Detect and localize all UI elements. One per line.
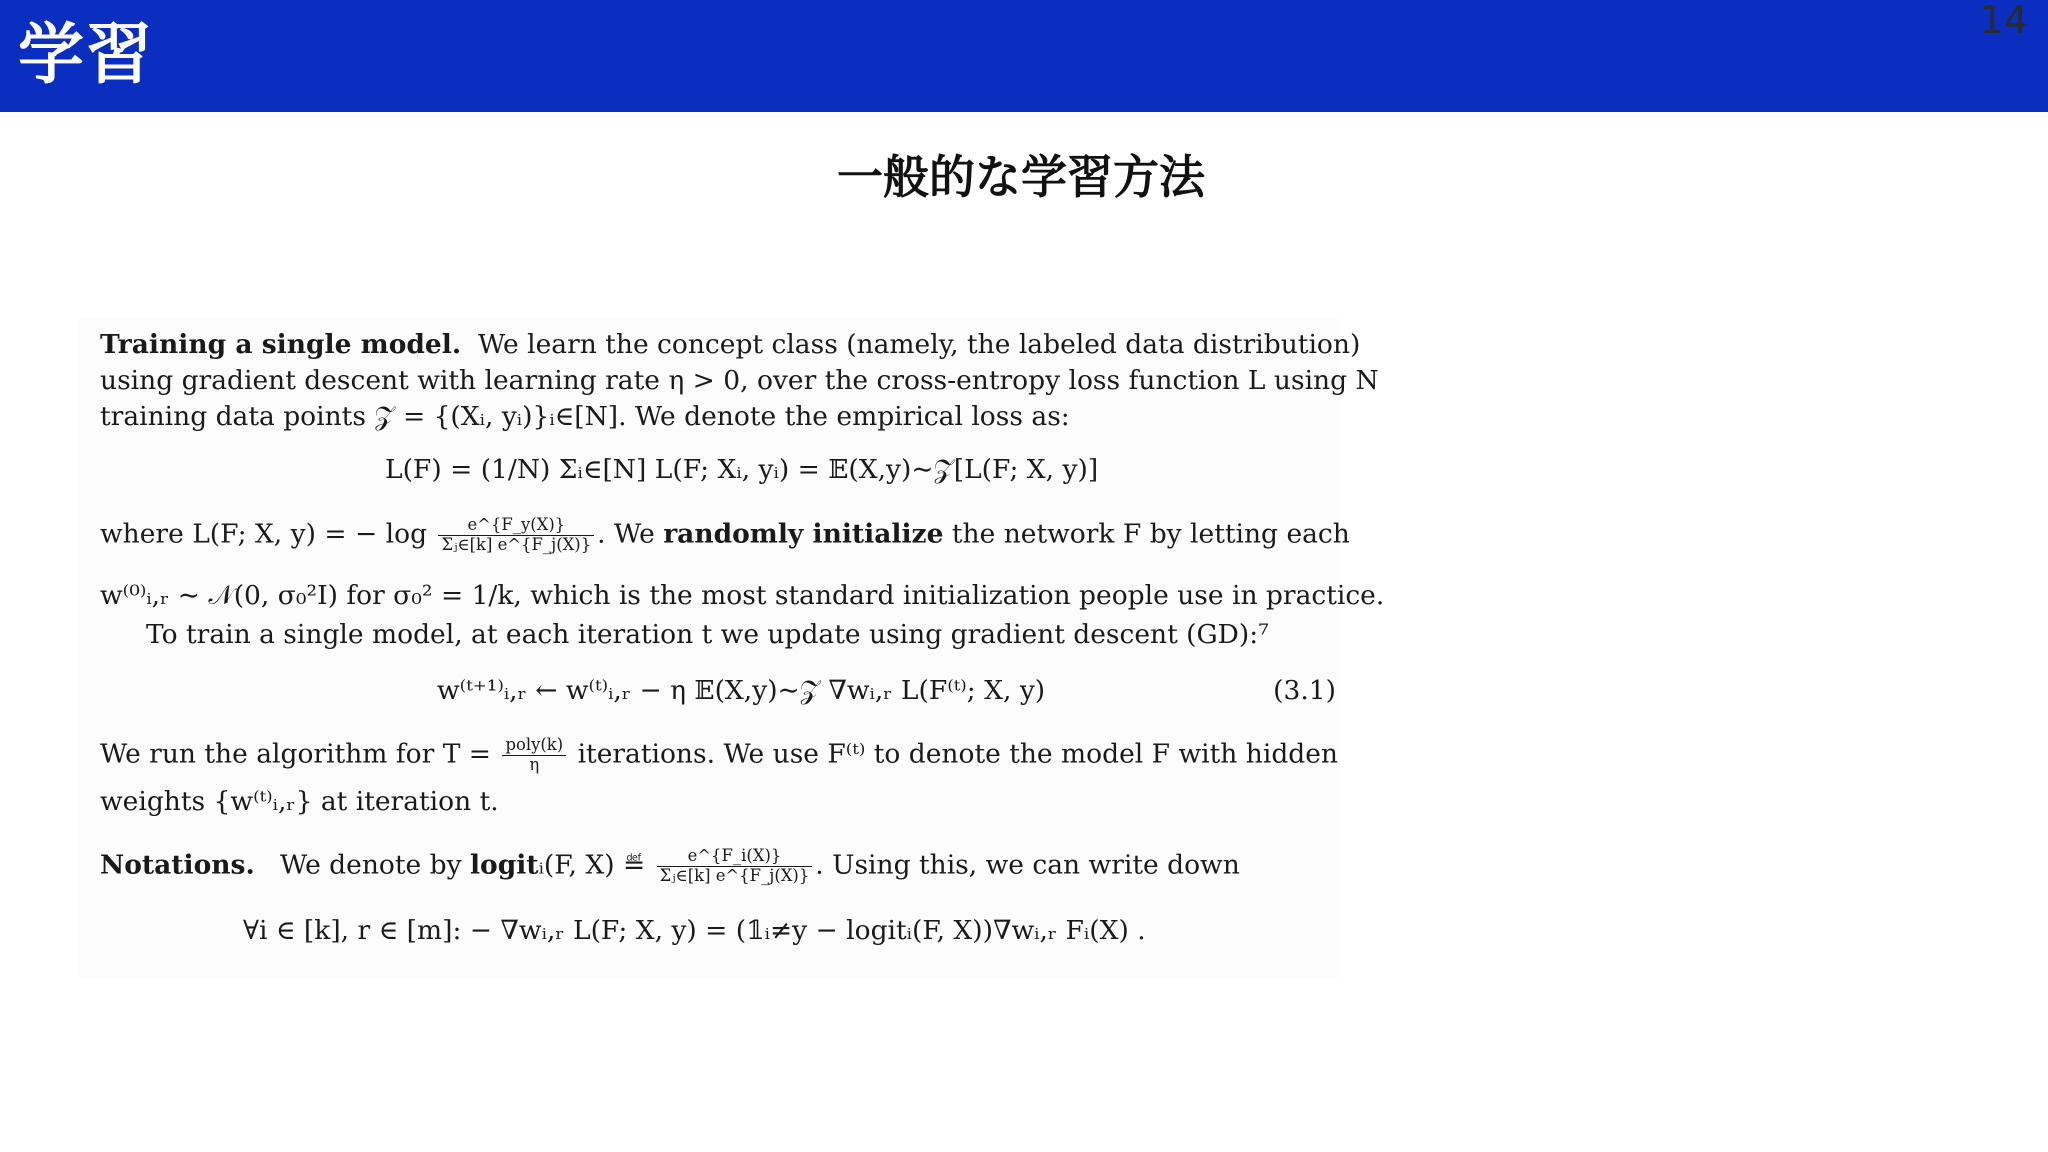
equation-number: (3.1)	[1273, 675, 1336, 706]
equation-empirical-loss: L(F) = (1/N) Σᵢ∈[N] L(F; Xᵢ, yᵢ) = 𝔼(X,y)∼𝒵[L(F; X, y)]	[385, 454, 1099, 485]
softmax-numerator: e^{F_y(X)}	[438, 516, 594, 536]
logit-denominator: Σⱼ∈[k] e^{F_j(X)}	[659, 865, 810, 885]
iterations-denominator: η	[529, 754, 540, 774]
page-number: 14	[1979, 0, 2028, 42]
paragraph-iterations-line-2: weights {w⁽ᵗ⁾ᵢ,ᵣ} at iteration t.	[100, 786, 499, 817]
paragraph-where-line-1	[100, 516, 1350, 555]
where-after-a: . We	[597, 518, 664, 550]
paragraph-training-line-3: training data points 𝒵 = {(Xᵢ, yᵢ)}ᵢ∈[N]. We denote the empirical loss as:	[100, 401, 1070, 432]
notations-heading: Notations.	[100, 849, 255, 881]
paragraph-training-line-2: using gradient descent with learning rate η > 0, over the cross-entropy loss function L using N	[100, 365, 1379, 396]
equation-update: w⁽ᵗ⁺¹⁾ᵢ,ᵣ ← w⁽ᵗ⁾ᵢ,ᵣ − η 𝔼(X,y)∼𝒵 ∇wᵢ,ᵣ L(F⁽ᵗ⁾; X, y)	[437, 675, 1046, 706]
logit-fraction	[657, 847, 813, 886]
logit-numerator: e^{F_i(X)}	[657, 847, 813, 867]
randomly-initialize-bold: randomly initialize	[663, 518, 944, 550]
paragraph-iterations-line-1	[100, 736, 1338, 775]
logit-bold: logit	[469, 849, 539, 881]
where-after-b: the network F by letting each	[943, 518, 1350, 550]
equation-gradient: ∀i ∈ [k], r ∈ [m]: − ∇wᵢ,ᵣ L(F; X, y) = (𝟙ᵢ≠y − logitᵢ(F, X))∇wᵢ,ᵣ Fᵢ(X) .	[243, 915, 1146, 946]
notations-text-c: . Using this, we can write down	[815, 849, 1240, 881]
notations-text-a: We denote by	[280, 849, 470, 881]
iterations-text-a: We run the algorithm for T =	[100, 738, 491, 770]
paragraph-train-gd: To train a single model, at each iteration t we update using gradient descent (GD):⁷	[146, 619, 1269, 650]
subtitle-text: 一般的な学習方法	[837, 150, 1205, 204]
slide-title: 学習	[18, 16, 154, 93]
iterations-text-b: iterations. We use F⁽ᵗ⁾ to denote the model F with hidden	[577, 738, 1338, 770]
softmax-fraction	[438, 516, 594, 555]
paragraph-where-line-2: w⁽⁰⁾ᵢ,ᵣ ∼ 𝒩(0, σ₀²I) for σ₀² = 1/k, which is the most standard initialization people use in practice.	[100, 580, 1385, 611]
softmax-denominator: Σⱼ∈[k] e^{F_j(X)}	[441, 534, 592, 554]
iterations-numerator: poly(k)	[502, 736, 566, 756]
paragraph-training-line-1	[100, 327, 1360, 363]
where-text: where L(F; X, y) = − log	[100, 518, 428, 550]
iterations-fraction	[502, 736, 566, 775]
paragraph-notations	[100, 847, 1240, 886]
training-line-1-text: We learn the concept class (namely, the labeled data distribution)	[477, 329, 1361, 360]
notations-text-b: ᵢ(F, X) ≝	[538, 849, 646, 881]
training-heading: Training a single model.	[100, 329, 462, 360]
header-bar	[0, 0, 2048, 112]
slide-subtitle	[0, 145, 2048, 209]
